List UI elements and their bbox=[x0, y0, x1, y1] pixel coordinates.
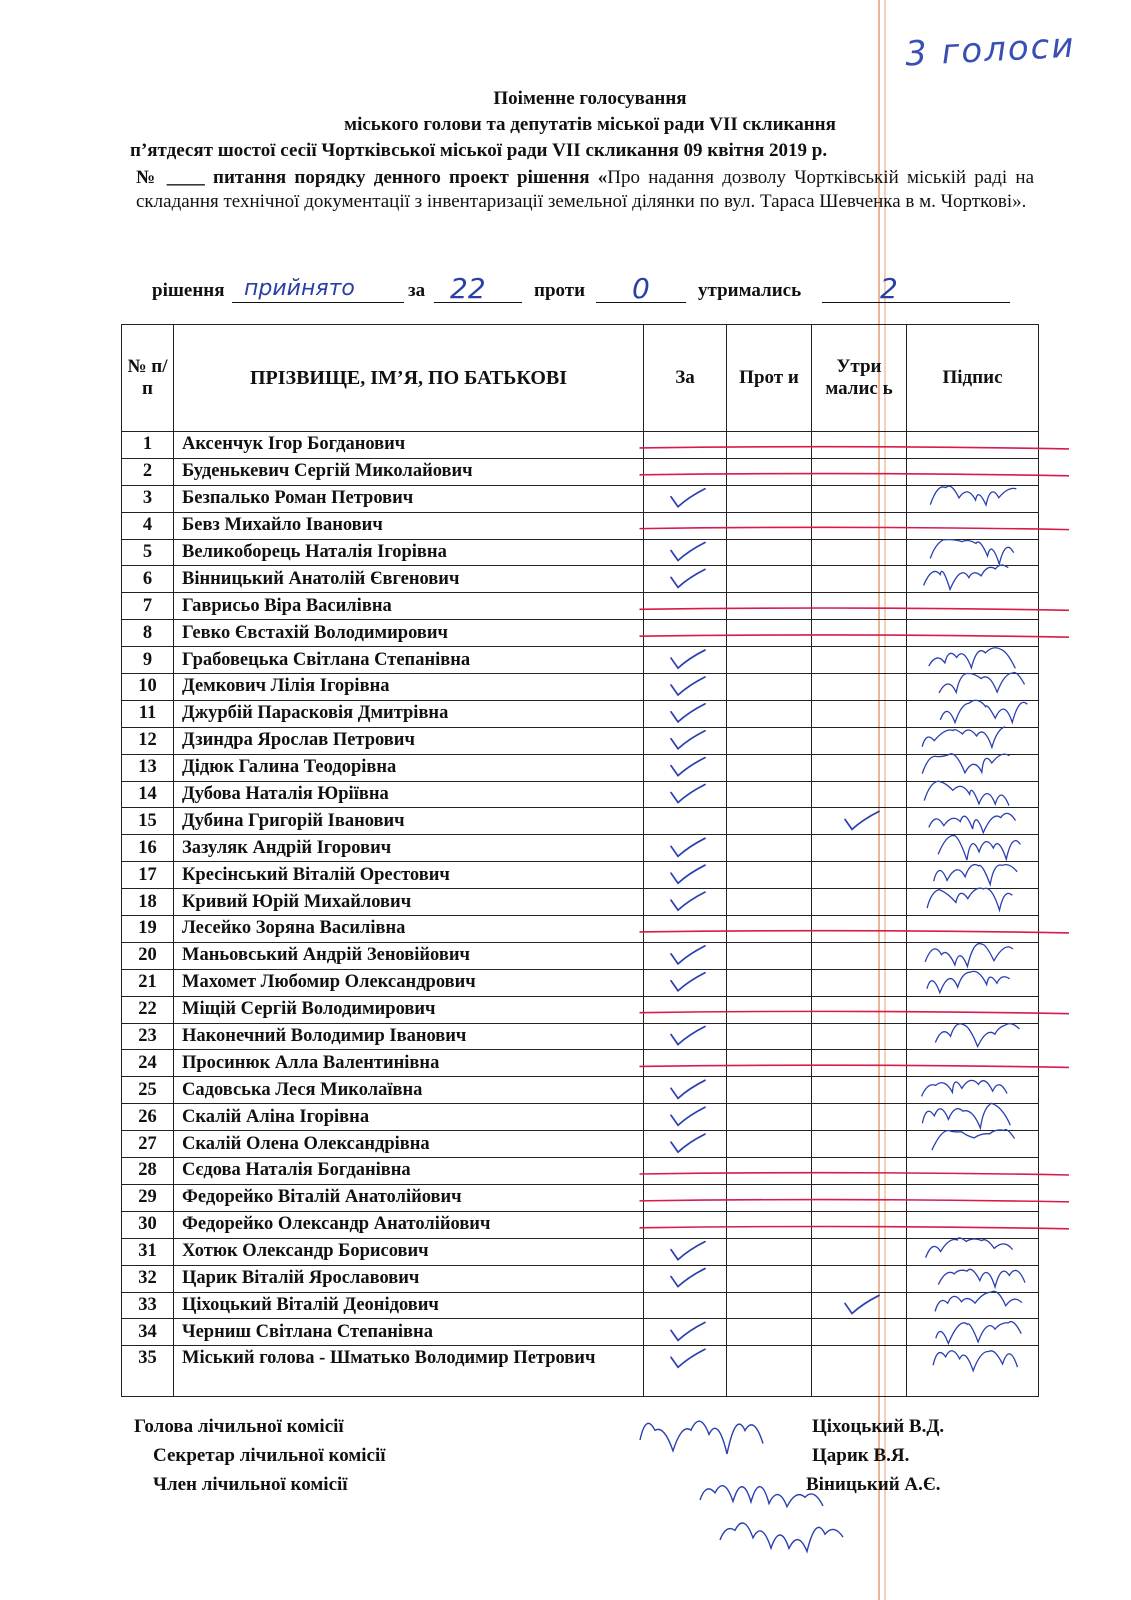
cell-signature bbox=[907, 1211, 1039, 1238]
member-name: Гевко Євстахій Володимирович bbox=[174, 620, 644, 647]
cell-against bbox=[727, 1050, 812, 1077]
table-row bbox=[122, 1023, 1039, 1050]
member-name: Вінницький Анатолій Євгенович bbox=[174, 566, 644, 593]
table-row bbox=[122, 647, 1039, 674]
cell-abstained bbox=[812, 835, 907, 862]
cell-signature bbox=[907, 539, 1039, 566]
row-number: 5 bbox=[122, 539, 174, 566]
row-number: 18 bbox=[122, 889, 174, 916]
member-name: Віницький А.Є. bbox=[806, 1474, 941, 1495]
member-name: Великоборець Наталія Ігорівна bbox=[174, 539, 644, 566]
cell-for bbox=[644, 727, 727, 754]
cell-for bbox=[644, 996, 727, 1023]
member-name: Махомет Любомир Олександрович bbox=[174, 969, 644, 996]
question-text: Про надання дозволу Чортківській міській раді на складання технічної документації з інвентаризації земельної ділянки по вул. Тараса Шевченка в м. Чорткові bbox=[136, 167, 1034, 212]
col-header-abstained: Утри малис ь bbox=[812, 325, 907, 432]
cell-signature bbox=[907, 969, 1039, 996]
table-row bbox=[122, 889, 1039, 916]
member-name: Демкович Лілія Ігорівна bbox=[174, 674, 644, 701]
row-number: 7 bbox=[122, 593, 174, 620]
member-name: Безпалько Роман Петрович bbox=[174, 485, 644, 512]
cell-against bbox=[727, 969, 812, 996]
member-name: Бевз Михайло Іванович bbox=[174, 512, 644, 539]
cell-against bbox=[727, 862, 812, 889]
member-name: Дубова Наталія Юріївна bbox=[174, 781, 644, 808]
col-header-for: За bbox=[644, 325, 727, 432]
table-row bbox=[122, 1077, 1039, 1104]
cell-signature bbox=[907, 512, 1039, 539]
member-name: Гаврисьо Віра Василівна bbox=[174, 593, 644, 620]
cell-for bbox=[644, 1319, 727, 1346]
table-row bbox=[122, 674, 1039, 701]
table-row bbox=[122, 512, 1039, 539]
vote-summary bbox=[152, 272, 1032, 310]
member-name: Джурбій Парасковія Дмитрівна bbox=[174, 700, 644, 727]
table-row bbox=[122, 942, 1039, 969]
cell-abstained bbox=[812, 432, 907, 459]
member-label: Член лічильної комісії bbox=[153, 1474, 348, 1495]
cell-for bbox=[644, 432, 727, 459]
cell-signature bbox=[907, 942, 1039, 969]
cell-for bbox=[644, 1131, 727, 1158]
member-name: Скалій Аліна Ігорівна bbox=[174, 1104, 644, 1131]
table-row bbox=[122, 1319, 1039, 1346]
cell-signature bbox=[907, 593, 1039, 620]
cell-against bbox=[727, 889, 812, 916]
cell-against bbox=[727, 485, 812, 512]
cell-for bbox=[644, 1292, 727, 1319]
table-row bbox=[122, 700, 1039, 727]
cell-for bbox=[644, 1184, 727, 1211]
cell-against bbox=[727, 539, 812, 566]
cell-for bbox=[644, 835, 727, 862]
decision-blank bbox=[232, 302, 404, 303]
cell-against bbox=[727, 835, 812, 862]
for-value: 22 bbox=[450, 272, 486, 305]
cell-abstained bbox=[812, 1238, 907, 1265]
cell-for bbox=[644, 1346, 727, 1397]
member-name: Лесейко Зоряна Василівна bbox=[174, 916, 644, 943]
cell-signature bbox=[907, 485, 1039, 512]
cell-signature bbox=[907, 458, 1039, 485]
cell-against bbox=[727, 1238, 812, 1265]
cell-against bbox=[727, 512, 812, 539]
cell-signature bbox=[907, 1158, 1039, 1185]
row-number: 19 bbox=[122, 916, 174, 943]
member-name: Царик Віталій Ярославович bbox=[174, 1265, 644, 1292]
table-row bbox=[122, 1211, 1039, 1238]
cell-abstained bbox=[812, 700, 907, 727]
cell-against bbox=[727, 647, 812, 674]
member-name: Просинюк Алла Валентинівна bbox=[174, 1050, 644, 1077]
row-number: 34 bbox=[122, 1319, 174, 1346]
cell-for bbox=[644, 485, 727, 512]
question-paragraph bbox=[136, 166, 1034, 214]
cell-abstained bbox=[812, 674, 907, 701]
cell-abstained bbox=[812, 1050, 907, 1077]
cell-signature bbox=[907, 889, 1039, 916]
member-name: Дідюк Галина Теодорівна bbox=[174, 754, 644, 781]
table-row bbox=[122, 1050, 1039, 1077]
cell-signature bbox=[907, 916, 1039, 943]
cell-against bbox=[727, 916, 812, 943]
cell-against bbox=[727, 754, 812, 781]
cell-against bbox=[727, 1104, 812, 1131]
cell-for bbox=[644, 969, 727, 996]
row-number: 16 bbox=[122, 835, 174, 862]
row-number: 32 bbox=[122, 1265, 174, 1292]
member-name: Дзиндра Ярослав Петрович bbox=[174, 727, 644, 754]
member-name: Скалій Олена Олександрівна bbox=[174, 1131, 644, 1158]
cell-abstained bbox=[812, 1023, 907, 1050]
member-name: Кривий Юрій Михайлович bbox=[174, 889, 644, 916]
member-name: Черниш Світлана Степанівна bbox=[174, 1319, 644, 1346]
cell-for bbox=[644, 566, 727, 593]
row-number: 28 bbox=[122, 1158, 174, 1185]
cell-against bbox=[727, 942, 812, 969]
cell-against bbox=[727, 432, 812, 459]
member-name: Ціхоцький Віталій Деонідович bbox=[174, 1292, 644, 1319]
row-number: 15 bbox=[122, 808, 174, 835]
cell-abstained bbox=[812, 727, 907, 754]
cell-for bbox=[644, 781, 727, 808]
cell-against bbox=[727, 808, 812, 835]
document-title: Поіменне голосування bbox=[493, 88, 687, 109]
chair-name: Ціхоцький В.Д. bbox=[812, 1416, 945, 1437]
cell-against bbox=[727, 1023, 812, 1050]
row-number: 20 bbox=[122, 942, 174, 969]
cell-abstained bbox=[812, 1077, 907, 1104]
cell-abstained bbox=[812, 593, 907, 620]
cell-abstained bbox=[812, 996, 907, 1023]
cell-abstained bbox=[812, 942, 907, 969]
cell-for bbox=[644, 889, 727, 916]
member-name: Міщій Сергій Володимирович bbox=[174, 996, 644, 1023]
cell-signature bbox=[907, 1238, 1039, 1265]
cell-for bbox=[644, 916, 727, 943]
cell-abstained bbox=[812, 1158, 907, 1185]
member-name: Дубина Григорій Іванович bbox=[174, 808, 644, 835]
cell-for bbox=[644, 512, 727, 539]
cell-for bbox=[644, 1077, 727, 1104]
row-number: 35 bbox=[122, 1346, 174, 1397]
row-number: 17 bbox=[122, 862, 174, 889]
cell-for bbox=[644, 647, 727, 674]
row-number: 2 bbox=[122, 458, 174, 485]
table-row bbox=[122, 996, 1039, 1023]
signature-scribble-icon bbox=[720, 1523, 843, 1551]
row-number: 14 bbox=[122, 781, 174, 808]
against-value: 0 bbox=[632, 272, 650, 305]
cell-abstained bbox=[812, 916, 907, 943]
cell-abstained bbox=[812, 1211, 907, 1238]
cell-abstained bbox=[812, 1184, 907, 1211]
cell-for bbox=[644, 1238, 727, 1265]
handwritten-note: 3 голоси bbox=[904, 25, 1077, 75]
cell-against bbox=[727, 1184, 812, 1211]
cell-signature bbox=[907, 808, 1039, 835]
table-row bbox=[122, 1184, 1039, 1211]
cell-signature bbox=[907, 727, 1039, 754]
cell-abstained bbox=[812, 754, 907, 781]
member-name: Міський голова - Шматько Володимир Петрович bbox=[174, 1346, 644, 1397]
abstained-blank bbox=[822, 302, 1010, 303]
cell-for bbox=[644, 674, 727, 701]
cell-for bbox=[644, 700, 727, 727]
against-label: проти bbox=[534, 280, 586, 301]
cell-abstained bbox=[812, 1346, 907, 1397]
cell-against bbox=[727, 1077, 812, 1104]
cell-signature bbox=[907, 647, 1039, 674]
row-number: 13 bbox=[122, 754, 174, 781]
cell-abstained bbox=[812, 781, 907, 808]
table-row bbox=[122, 1346, 1039, 1397]
cell-against bbox=[727, 593, 812, 620]
member-name: Буденькевич Сергій Миколайович bbox=[174, 458, 644, 485]
cell-signature bbox=[907, 1050, 1039, 1077]
cell-signature bbox=[907, 1077, 1039, 1104]
cell-against bbox=[727, 727, 812, 754]
table-row bbox=[122, 1131, 1039, 1158]
table-row bbox=[122, 1238, 1039, 1265]
member-name: Федорейко Віталій Анатолійович bbox=[174, 1184, 644, 1211]
chair-label: Голова лічильної комісії bbox=[134, 1416, 344, 1437]
table-row bbox=[122, 969, 1039, 996]
row-number: 24 bbox=[122, 1050, 174, 1077]
table-row bbox=[122, 862, 1039, 889]
table-row bbox=[122, 539, 1039, 566]
cell-against bbox=[727, 1292, 812, 1319]
cell-for bbox=[644, 1050, 727, 1077]
cell-for bbox=[644, 862, 727, 889]
row-number: 11 bbox=[122, 700, 174, 727]
decision-value: прийнято bbox=[244, 276, 355, 301]
cell-against bbox=[727, 781, 812, 808]
cell-abstained bbox=[812, 485, 907, 512]
col-header-against: Прот и bbox=[727, 325, 812, 432]
cell-against bbox=[727, 458, 812, 485]
table-row bbox=[122, 1104, 1039, 1131]
table-row bbox=[122, 808, 1039, 835]
row-number: 25 bbox=[122, 1077, 174, 1104]
cell-against bbox=[727, 996, 812, 1023]
cell-for bbox=[644, 754, 727, 781]
cell-against bbox=[727, 1319, 812, 1346]
cell-abstained bbox=[812, 566, 907, 593]
cell-against bbox=[727, 1158, 812, 1185]
cell-abstained bbox=[812, 647, 907, 674]
secretary-label: Секретар лічильної комісії bbox=[153, 1445, 386, 1466]
table-row bbox=[122, 727, 1039, 754]
cell-signature bbox=[907, 835, 1039, 862]
table-row bbox=[122, 1158, 1039, 1185]
cell-signature bbox=[907, 1292, 1039, 1319]
member-name: Наконечний Володимир Іванович bbox=[174, 1023, 644, 1050]
cell-abstained bbox=[812, 1292, 907, 1319]
col-header-signature: Підпис bbox=[907, 325, 1039, 432]
cell-for bbox=[644, 942, 727, 969]
table-row bbox=[122, 916, 1039, 943]
cell-signature bbox=[907, 620, 1039, 647]
cell-for bbox=[644, 458, 727, 485]
member-name: Аксенчук Ігор Богданович bbox=[174, 432, 644, 459]
table-header-row bbox=[122, 325, 1039, 432]
row-number: 6 bbox=[122, 566, 174, 593]
col-header-name: ПРІЗВИЩЕ, ІМ’Я, ПО БАТЬКОВІ bbox=[174, 325, 644, 432]
member-name: Сєдова Наталія Богданівна bbox=[174, 1158, 644, 1185]
row-number: 30 bbox=[122, 1211, 174, 1238]
cell-signature bbox=[907, 1346, 1039, 1397]
table-row bbox=[122, 620, 1039, 647]
row-number: 21 bbox=[122, 969, 174, 996]
cell-abstained bbox=[812, 862, 907, 889]
cell-abstained bbox=[812, 1319, 907, 1346]
table-row bbox=[122, 835, 1039, 862]
row-number: 33 bbox=[122, 1292, 174, 1319]
cell-for bbox=[644, 593, 727, 620]
row-number: 23 bbox=[122, 1023, 174, 1050]
cell-against bbox=[727, 620, 812, 647]
row-number: 31 bbox=[122, 1238, 174, 1265]
member-name: Федорейко Олександр Анатолійович bbox=[174, 1211, 644, 1238]
table-row bbox=[122, 593, 1039, 620]
table-row bbox=[122, 1292, 1039, 1319]
abstained-label: утримались bbox=[698, 280, 802, 301]
table-row bbox=[122, 781, 1039, 808]
cell-abstained bbox=[812, 1104, 907, 1131]
abstained-value: 2 bbox=[880, 272, 898, 305]
row-number: 12 bbox=[122, 727, 174, 754]
cell-abstained bbox=[812, 1265, 907, 1292]
cell-against bbox=[727, 1211, 812, 1238]
cell-signature bbox=[907, 674, 1039, 701]
row-number: 10 bbox=[122, 674, 174, 701]
cell-against bbox=[727, 1265, 812, 1292]
cell-signature bbox=[907, 781, 1039, 808]
row-number: 1 bbox=[122, 432, 174, 459]
member-name: Хотюк Олександр Борисович bbox=[174, 1238, 644, 1265]
cell-signature bbox=[907, 1023, 1039, 1050]
cell-for bbox=[644, 1211, 727, 1238]
row-number: 4 bbox=[122, 512, 174, 539]
session-line: п’ятдесят шостої сесії Чортківської міської ради VII скликання 09 квітня 2019 р. bbox=[130, 140, 828, 161]
member-name: Зазуляк Андрій Ігорович bbox=[174, 835, 644, 862]
cell-against bbox=[727, 674, 812, 701]
row-number: 22 bbox=[122, 996, 174, 1023]
table-row bbox=[122, 432, 1039, 459]
table-row bbox=[122, 754, 1039, 781]
question-suffix: ». bbox=[1012, 191, 1027, 212]
cell-against bbox=[727, 566, 812, 593]
cell-signature bbox=[907, 432, 1039, 459]
for-label: за bbox=[408, 280, 426, 301]
cell-against bbox=[727, 700, 812, 727]
cell-abstained bbox=[812, 539, 907, 566]
cell-signature bbox=[907, 700, 1039, 727]
row-number: 3 bbox=[122, 485, 174, 512]
cell-for bbox=[644, 1158, 727, 1185]
member-name: Грабовецька Світлана Степанівна bbox=[174, 647, 644, 674]
cell-for bbox=[644, 1104, 727, 1131]
member-name: Кресінський Віталій Орестович bbox=[174, 862, 644, 889]
vote-table bbox=[121, 324, 1039, 1397]
table-row bbox=[122, 566, 1039, 593]
col-header-number: № п/п bbox=[122, 325, 174, 432]
cell-abstained bbox=[812, 458, 907, 485]
row-number: 9 bbox=[122, 647, 174, 674]
cell-for bbox=[644, 1023, 727, 1050]
cell-abstained bbox=[812, 808, 907, 835]
cell-for bbox=[644, 620, 727, 647]
cell-abstained bbox=[812, 969, 907, 996]
member-name: Садовська Леся Миколаївна bbox=[174, 1077, 644, 1104]
cell-for bbox=[644, 808, 727, 835]
cell-for bbox=[644, 1265, 727, 1292]
table-row bbox=[122, 485, 1039, 512]
table-row bbox=[122, 458, 1039, 485]
signature-scribble-icon bbox=[700, 1486, 823, 1507]
row-number: 26 bbox=[122, 1104, 174, 1131]
cell-signature bbox=[907, 996, 1039, 1023]
table-row bbox=[122, 1265, 1039, 1292]
member-name: Маньовський Андрій Зеновійович bbox=[174, 942, 644, 969]
cell-signature bbox=[907, 566, 1039, 593]
decision-label: рішення bbox=[152, 280, 225, 301]
cell-abstained bbox=[812, 620, 907, 647]
cell-abstained bbox=[812, 512, 907, 539]
cell-abstained bbox=[812, 1131, 907, 1158]
cell-signature bbox=[907, 754, 1039, 781]
row-number: 8 bbox=[122, 620, 174, 647]
cell-signature bbox=[907, 1319, 1039, 1346]
question-prefix: № ____ питання порядку денного проект рішення « bbox=[136, 167, 608, 188]
row-number: 27 bbox=[122, 1131, 174, 1158]
row-number: 29 bbox=[122, 1184, 174, 1211]
signature-scribble-icon bbox=[640, 1421, 763, 1454]
cell-for bbox=[644, 539, 727, 566]
cell-signature bbox=[907, 1131, 1039, 1158]
cell-abstained bbox=[812, 889, 907, 916]
cell-against bbox=[727, 1346, 812, 1397]
secretary-name: Царик В.Я. bbox=[812, 1445, 910, 1466]
cell-signature bbox=[907, 862, 1039, 889]
cell-signature bbox=[907, 1184, 1039, 1211]
cell-against bbox=[727, 1131, 812, 1158]
cell-signature bbox=[907, 1265, 1039, 1292]
cell-signature bbox=[907, 1104, 1039, 1131]
document-subtitle: міського голови та депутатів міської ради VII скликання bbox=[344, 114, 836, 135]
